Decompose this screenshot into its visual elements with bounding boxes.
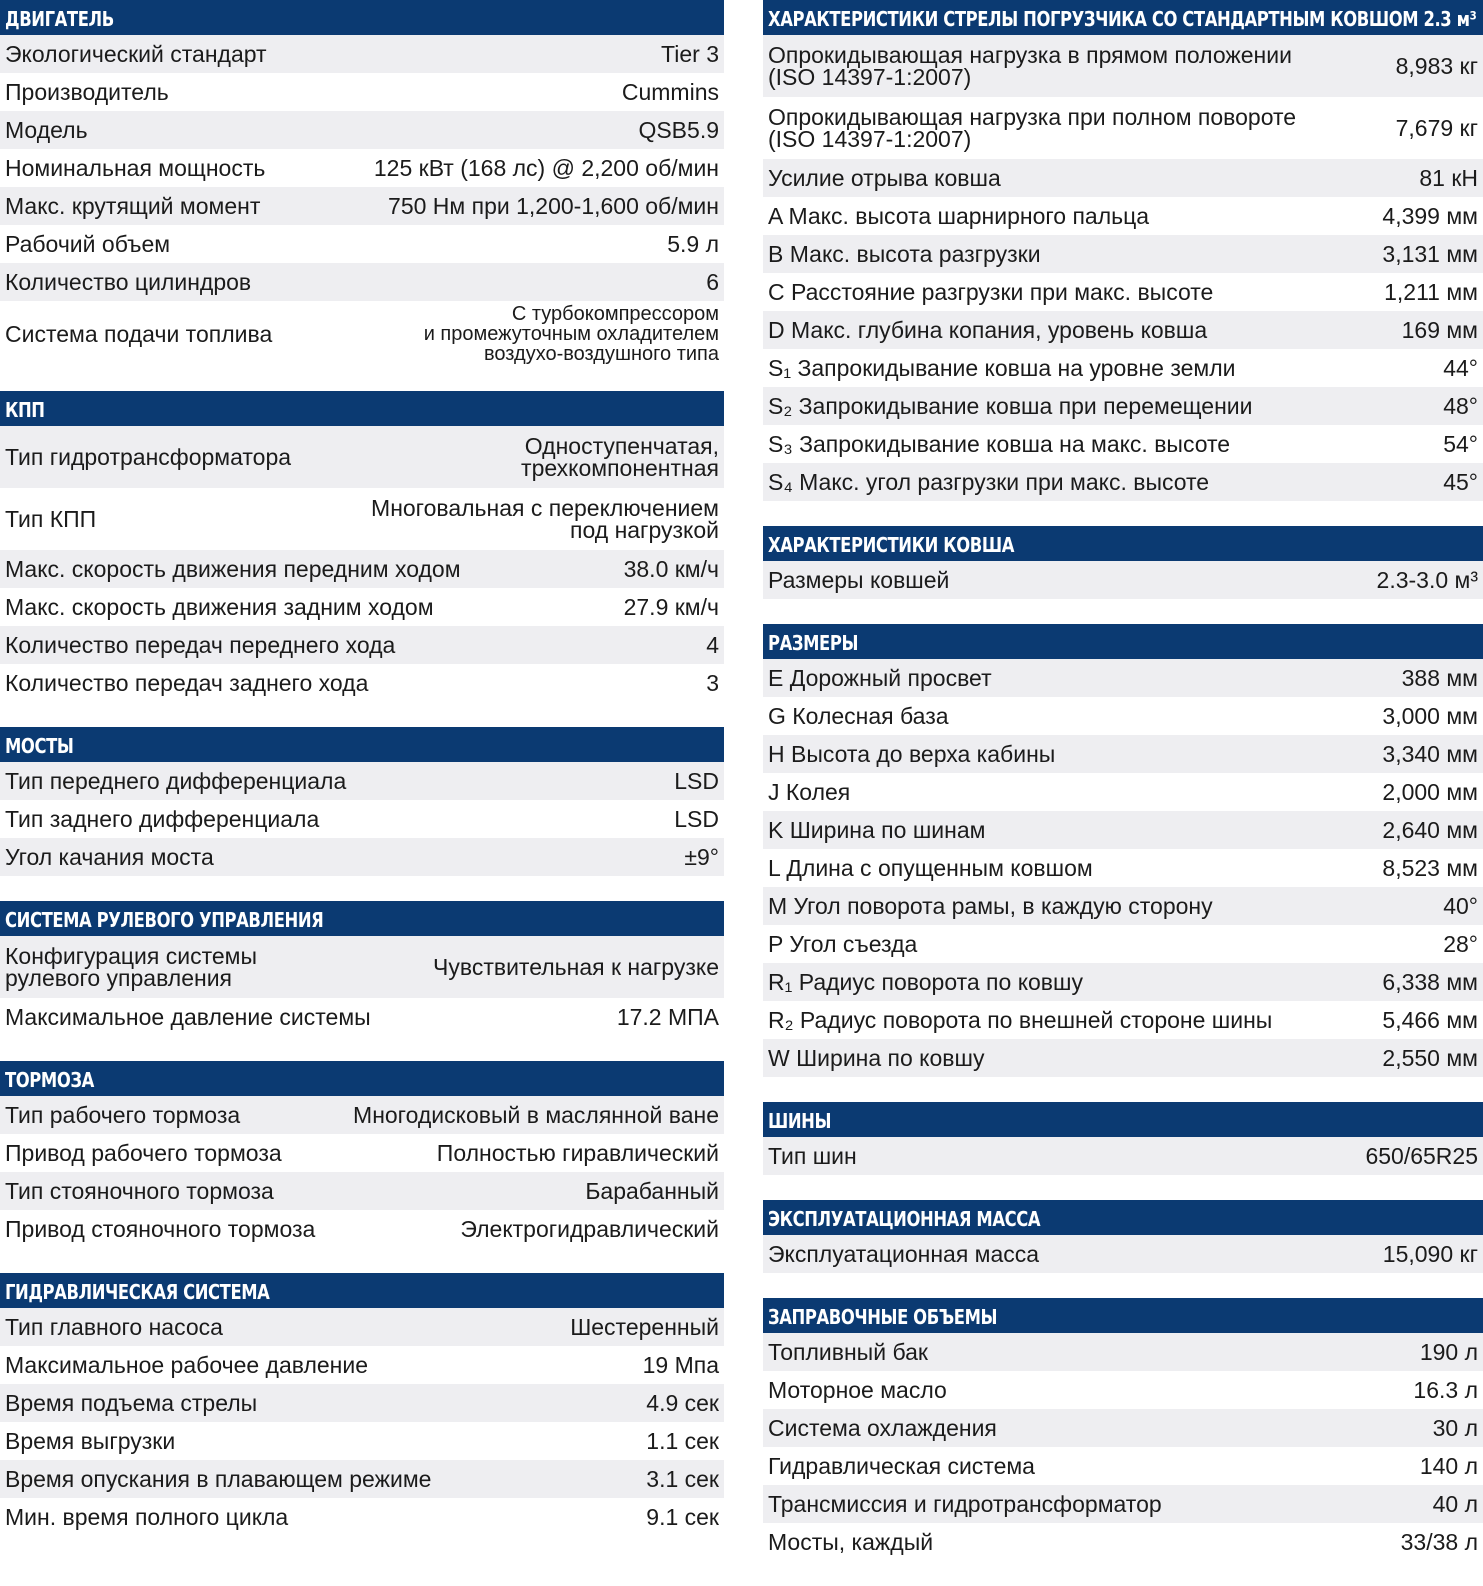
spec-label: Максимальное рабочее давление [5,1352,369,1378]
spec-value: LSD [674,806,719,832]
spec-label: Усилие отрыва ковша [768,165,1001,191]
spec-label: D Макс. глубина копания, уровень ковша [768,317,1208,343]
spec-row [0,35,724,73]
spec-row [763,1001,1483,1039]
spec-label: Тип гидротрансформатора [5,444,292,470]
spec-row [763,697,1483,735]
section-header [763,1102,1483,1137]
section-title: ДВИГАТЕЛЬ [5,7,114,31]
spec-label: Гидравлическая система [768,1453,1035,1479]
spec-row [763,925,1483,963]
spec-value: QSB5.9 [638,117,719,143]
spec-row [763,159,1483,197]
section-title: ГИДРАВЛИЧЕСКАЯ СИСТЕМА [5,1280,270,1304]
spec-label: Тип рабочего тормоза [5,1102,241,1128]
spec-label: A Макс. высота шарнирного пальца [768,203,1150,229]
spec-value: ±9° [684,844,719,870]
spec-value: 6,338 мм [1382,969,1478,995]
spec-label: Время подъема стрелы [5,1390,258,1416]
spec-row [763,561,1483,599]
spec-label: Производитель [5,79,169,105]
spec-rows [0,762,724,876]
spec-label: Номинальная мощность [5,155,266,181]
spec-row [0,1172,724,1210]
spec-rows [0,426,724,702]
spec-label: H Высота до верха кабины [768,741,1056,767]
spec-label: Рабочий объем [5,231,171,257]
spec-label: Тип стояночного тормоза [5,1178,274,1204]
spec-label: S₂ Запрокидывание ковша при перемещении [768,393,1253,419]
spec-value: 8,983 кг [1395,53,1478,79]
spec-row [0,664,724,702]
spec-value: 54° [1443,431,1478,457]
spec-label: Система охлаждения [768,1415,997,1441]
spec-value: 2,000 мм [1382,779,1478,805]
spec-row [0,626,724,664]
spec-rows [763,1333,1483,1561]
section-header [763,0,1483,35]
section-title: РАЗМЕРЫ [768,631,859,655]
spec-value: 30 л [1432,1415,1478,1441]
section-title: СИСТЕМА РУЛЕВОГО УПРАВЛЕНИЯ [5,908,324,932]
spec-row [0,1422,724,1460]
spec-rows [0,1308,724,1536]
spec-row [763,1137,1483,1175]
spec-label: W Ширина по ковшу [768,1045,985,1071]
spec-label: Моторное масло [768,1377,947,1403]
spec-value: 750 Нм при 1,200-1,600 об/мин [388,193,719,219]
spec-value: 140 л [1419,1453,1478,1479]
spec-rows [0,936,724,1036]
spec-label: Модель [5,117,88,143]
section-title: КПП [5,398,45,422]
spec-value: 169 мм [1401,317,1478,343]
spec-label: S₁ Запрокидывание ковша на уровне земли [768,355,1236,381]
spec-value: 2,550 мм [1382,1045,1478,1071]
spec-rows [763,659,1483,1077]
spec-label: C Расстояние разгрузки при макс. высоте [768,279,1214,305]
spec-label: Эксплуатационная масса [768,1241,1040,1267]
spec-value: Шестеренный [570,1314,719,1340]
section-header [0,727,724,762]
section-title: ХАРАКТЕРИСТИКИ СТРЕЛЫ ПОГРУЗЧИКА СО СТАНДАРТНЫМ КОВШОМ 2.3 м³ [768,7,1477,31]
section-title: ТОРМОЗА [5,1068,94,1092]
spec-value: 33/38 л [1400,1529,1478,1555]
spec-label: Конфигурация системы рулевого управления [5,943,258,991]
spec-label: Система подачи топлива [5,320,273,347]
spec-section [0,901,724,1036]
spec-row [763,887,1483,925]
section-title: МОСТЫ [5,734,74,758]
spec-label: Опрокидывающая нагрузка при полном повороте (ISO 14397-1:2007) [768,104,1297,152]
spec-value: 7,679 кг [1395,115,1478,141]
spec-label: Угол качания моста [5,844,214,870]
spec-value: 3.1 сек [646,1466,719,1492]
spec-row [763,349,1483,387]
spec-row [763,1447,1483,1485]
spec-row [0,1460,724,1498]
section-header [0,0,724,35]
spec-value: 40 л [1432,1491,1478,1517]
spec-label: Тип переднего дифференциала [5,768,347,794]
spec-value: 4.9 сек [646,1390,719,1416]
spec-value: 6 [706,269,719,295]
spec-section [763,526,1483,599]
spec-label: G Колесная база [768,703,949,729]
spec-section [763,624,1483,1077]
spec-value: 125 кВт (168 лс) @ 2,200 об/мин [373,155,719,181]
spec-value: 5,466 мм [1382,1007,1478,1033]
spec-value: 19 Мпа [642,1352,719,1378]
section-header [763,624,1483,659]
section-header [763,526,1483,561]
spec-section [763,1298,1483,1561]
spec-label: R₂ Радиус поворота по внешней стороне шины [768,1007,1273,1033]
spec-value: 45° [1443,469,1478,495]
spec-row [763,197,1483,235]
spec-label: Количество цилиндров [5,269,252,295]
spec-row [0,800,724,838]
spec-label: Максимальное давление системы [5,1004,371,1030]
spec-value: 1.1 сек [646,1428,719,1454]
spec-value: 1,211 мм [1384,279,1478,305]
spec-value: 48° [1443,393,1478,419]
spec-section [0,1273,724,1536]
spec-row [763,35,1483,97]
spec-section [763,1102,1483,1175]
spec-row [0,225,724,263]
spec-row [0,187,724,225]
spec-row [0,1384,724,1422]
spec-value: 2,640 мм [1382,817,1478,843]
spec-row [763,849,1483,887]
spec-rows [763,1137,1483,1175]
spec-rows [0,35,724,366]
spec-label: R₁ Радиус поворота по ковшу [768,969,1083,995]
spec-row [0,149,724,187]
section-title: ЭКСПЛУАТАЦИОННАЯ МАССА [768,1207,1041,1231]
spec-label: Привод стояночного тормоза [5,1216,316,1242]
spec-row [0,301,724,366]
spec-row [0,550,724,588]
spec-row [0,762,724,800]
spec-row [0,1308,724,1346]
spec-label: Трансмиссия и гидротрансформатор [768,1491,1162,1517]
spec-label: J Колея [768,779,851,805]
spec-value: 4 [706,632,719,658]
spec-row [0,1210,724,1248]
spec-row [0,838,724,876]
spec-label: Время опускания в плавающем режиме [5,1466,432,1492]
spec-label: Размеры ковшей [768,567,950,593]
spec-value: 3,131 мм [1382,241,1478,267]
spec-value: 4,399 мм [1382,203,1478,229]
spec-section [763,0,1483,501]
spec-value: 190 л [1419,1339,1478,1365]
spec-value: Барабанный [585,1178,719,1204]
spec-value: 2.3-3.0 м³ [1376,567,1478,593]
spec-label: Мин. время полного цикла [5,1504,289,1530]
spec-value: Cummins [621,79,719,105]
spec-value: 388 мм [1401,665,1478,691]
spec-row [0,588,724,626]
spec-row [0,936,724,998]
spec-label: M Угол поворота рамы, в каждую сторону [768,893,1213,919]
spec-row [763,1333,1483,1371]
spec-section [763,1200,1483,1273]
spec-value: Электрогидравлический [460,1216,719,1242]
spec-row [763,773,1483,811]
spec-row [0,488,724,550]
spec-label: Опрокидывающая нагрузка в прямом положении (ISO 14397-1:2007) [768,42,1292,90]
spec-row [763,425,1483,463]
spec-value: Tier 3 [661,41,719,67]
spec-row [763,97,1483,159]
section-header [763,1200,1483,1235]
spec-row [763,1235,1483,1273]
section-title: ХАРАКТЕРИСТИКИ КОВША [768,533,1014,557]
spec-section [0,727,724,876]
left-column [0,0,724,1561]
spec-row [763,659,1483,697]
spec-label: Тип шин [768,1143,857,1169]
spec-label: Время выгрузки [5,1428,176,1454]
spec-label: Количество передач заднего хода [5,670,369,696]
spec-value: 44° [1443,355,1478,381]
spec-section [0,391,724,702]
spec-label: Привод рабочего тормоза [5,1140,282,1166]
spec-label: S₃ Запрокидывание ковша на макс. высоте [768,431,1231,457]
spec-label: S₄ Макс. угол разгрузки при макс. высоте [768,469,1210,495]
spec-row [763,1371,1483,1409]
spec-label: Экологический стандарт [5,41,267,67]
spec-row [763,1039,1483,1077]
spec-section [0,0,724,366]
spec-value: 27.9 км/ч [623,594,719,620]
spec-value: 15,090 кг [1382,1241,1478,1267]
spec-label: P Угол съезда [768,931,918,957]
spec-row [0,263,724,301]
spec-value: 17.2 МПА [616,1004,719,1030]
spec-value: 3 [706,670,719,696]
spec-row [763,1523,1483,1561]
spec-label: Макс. скорость движения задним ходом [5,594,434,620]
spec-value: Многовальная с переключением под нагрузкой [371,495,719,543]
spec-row [763,463,1483,501]
spec-row [0,426,724,488]
spec-value: Полностью гиравлический [436,1140,719,1166]
section-title: ШИНЫ [768,1109,832,1133]
spec-rows [763,561,1483,599]
section-header [0,1273,724,1308]
section-header [0,391,724,426]
spec-row [763,963,1483,1001]
spec-label: Тип заднего дифференциала [5,806,320,832]
spec-row [763,273,1483,311]
spec-rows [0,1096,724,1248]
spec-row [0,73,724,111]
right-column [763,0,1483,1586]
spec-value: 9.1 сек [646,1504,719,1530]
spec-row [0,1346,724,1384]
spec-value: LSD [674,768,719,794]
spec-value: 650/65R25 [1365,1143,1478,1169]
spec-row [763,1409,1483,1447]
spec-label: Количество передач переднего хода [5,632,396,658]
spec-row [0,1498,724,1536]
spec-row [763,735,1483,773]
spec-value: 5.9 л [667,231,719,257]
spec-label: Топливный бак [768,1339,928,1365]
section-header [0,1061,724,1096]
spec-row [0,998,724,1036]
spec-row [763,387,1483,425]
spec-row [763,235,1483,273]
spec-value: 3,340 мм [1382,741,1478,767]
spec-value: 40° [1443,893,1478,919]
section-header [0,901,724,936]
spec-label: Тип главного насоса [5,1314,223,1340]
spec-section [0,1061,724,1248]
spec-value: Одноступенчатая, трехкомпонентная [521,433,719,481]
spec-label: Макс. скорость движения передним ходом [5,556,461,582]
spec-row [0,111,724,149]
spec-row [0,1134,724,1172]
spec-label: Тип КПП [5,506,97,532]
spec-value: 81 кН [1419,165,1478,191]
spec-row [0,1096,724,1134]
spec-value: 28° [1443,931,1478,957]
spec-row [763,1485,1483,1523]
spec-value: С турбокомпрессором и промежуточным охладителем воздухо-воздушного типа [423,302,719,365]
spec-label: B Макс. высота разгрузки [768,241,1041,267]
spec-value: Многодисковый в маслянной ване [353,1102,719,1128]
spec-value: 8,523 мм [1382,855,1478,881]
spec-label: L Длина с опущенным ковшом [768,855,1093,881]
spec-value: Чувствительная к нагрузке [433,954,719,980]
section-header [763,1298,1483,1333]
spec-value: 38.0 км/ч [623,556,719,582]
spec-value: 16.3 л [1413,1377,1478,1403]
spec-value: 3,000 мм [1382,703,1478,729]
section-title: ЗАПРАВОЧНЫЕ ОБЪЕМЫ [768,1305,998,1329]
spec-row [763,311,1483,349]
spec-row [763,811,1483,849]
spec-label: E Дорожный просвет [768,665,992,691]
spec-label: Мосты, каждый [768,1529,934,1555]
spec-rows [763,35,1483,501]
spec-label: Макс. крутящий момент [5,193,261,219]
spec-label: K Ширина по шинам [768,817,986,843]
spec-rows [763,1235,1483,1273]
